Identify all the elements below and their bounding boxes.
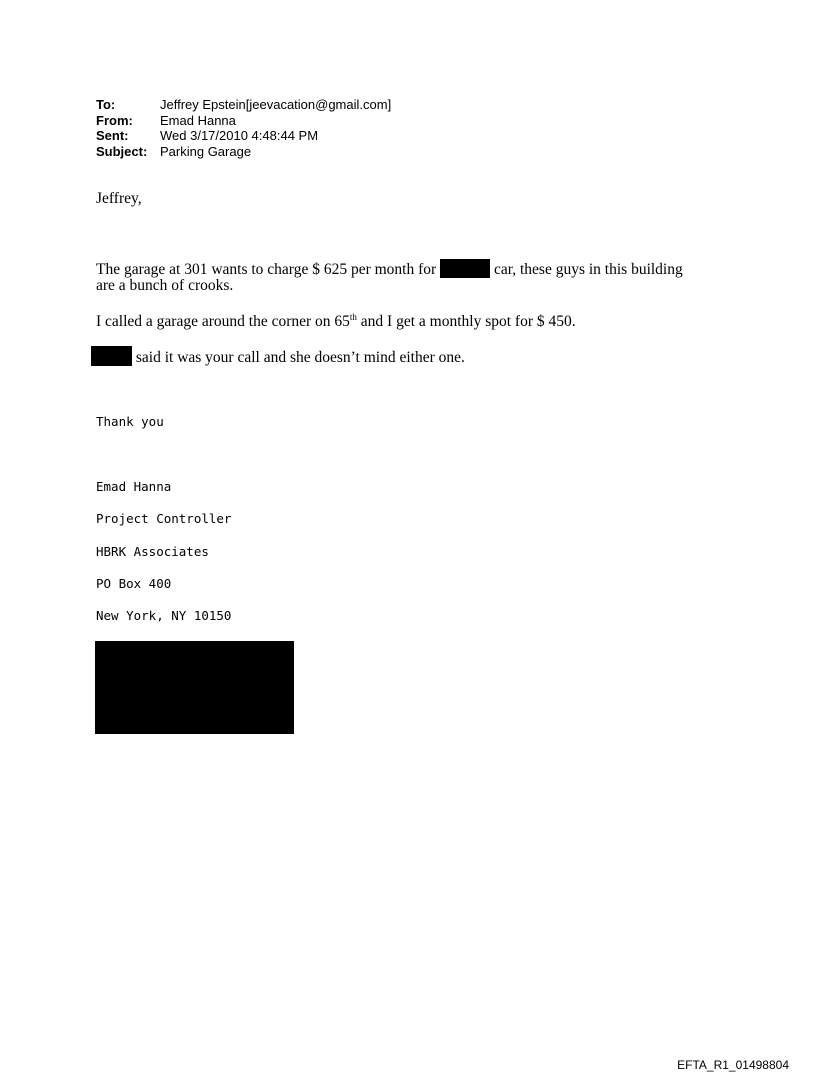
ordinal-suffix: th xyxy=(349,311,357,322)
from-value: Emad Hanna xyxy=(160,112,236,128)
from-label: From: xyxy=(96,112,133,128)
sent-row xyxy=(96,128,391,144)
to-label: To: xyxy=(96,97,116,112)
signature-city: New York, NY 10150 xyxy=(96,608,232,623)
to-row xyxy=(96,97,391,113)
sent-value: Wed 3/17/2010 4:48:44 PM xyxy=(160,128,319,143)
paragraph-1-line-1 xyxy=(96,259,683,279)
redaction-block xyxy=(95,641,294,734)
paragraph-1-line-2: are a bunch of crooks. xyxy=(96,277,234,294)
subject-value: Parking Garage xyxy=(160,143,252,159)
signature-company: HBRK Associates xyxy=(96,544,209,559)
paragraph-3 xyxy=(91,346,465,367)
greeting: Jeffrey, xyxy=(96,190,142,207)
paragraph-1-text-a: The garage at 301 wants to charge $ 625 per month for xyxy=(96,261,437,278)
signature-name: Emad Hanna xyxy=(96,479,172,494)
paragraph-3-text: said it was your call and she doesn’t mind either one. xyxy=(135,349,465,366)
signature-po-box: PO Box 400 xyxy=(96,576,172,591)
to-value: Jeffrey Epstein[jeevacation@gmail.com] xyxy=(160,97,392,112)
signature-title: Project Controller xyxy=(96,511,232,526)
email-header xyxy=(96,97,391,159)
subject-label: Subject: xyxy=(96,143,148,159)
paragraph-2-text-a: I called a garage around the corner on 65 xyxy=(96,313,350,330)
from-row xyxy=(96,113,391,129)
paragraph-2-text-b: and I get a monthly spot for $ 450. xyxy=(356,313,576,330)
subject-row xyxy=(96,144,391,160)
paragraph-2 xyxy=(96,313,576,331)
sent-label: Sent: xyxy=(96,128,129,143)
document-id: EFTA_R1_01498804 xyxy=(677,1058,789,1072)
redaction-box xyxy=(440,259,490,278)
paragraph-1-text-b: car, these guys in this building xyxy=(493,261,683,278)
redaction-box xyxy=(91,346,132,366)
sign-off: Thank you xyxy=(96,414,164,429)
